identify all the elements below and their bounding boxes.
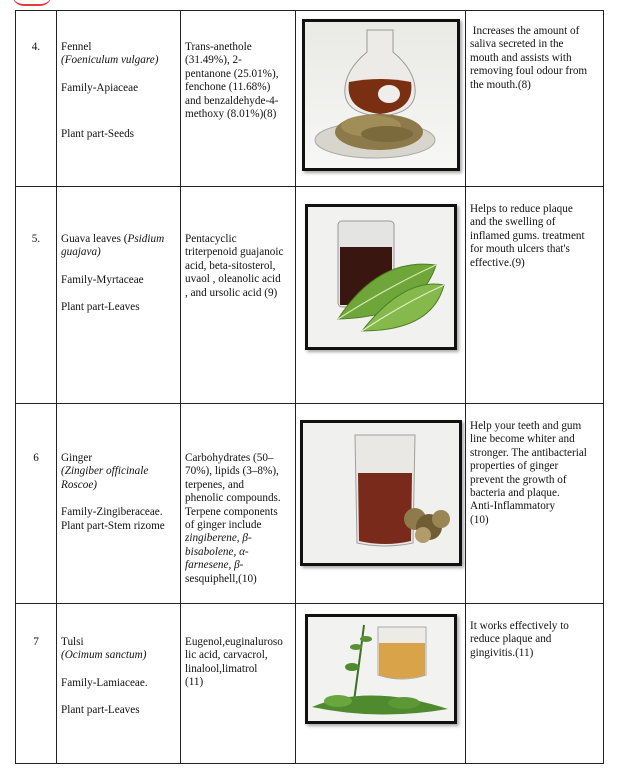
- guava-leaves-photo: [305, 204, 457, 350]
- benefit-cell: [466, 404, 604, 604]
- compounds-cell: [181, 11, 296, 187]
- plant-family: Family-Zingiberaceae.: [61, 506, 163, 519]
- compound-line: Trans-anethole: [185, 41, 252, 53]
- compound-line: bisabolene, α-: [185, 545, 249, 558]
- plant-part: Plant part-Stem rizome: [61, 519, 165, 532]
- compound-line: farnesene, β-: [185, 559, 244, 572]
- benefit-line: properties of ginger: [470, 460, 559, 473]
- ginger-rhizome-photo: [300, 420, 462, 566]
- plant-family: Family-Lamiaceae.: [61, 676, 148, 689]
- tulsi-leaves-photo: [305, 614, 457, 724]
- row-number: 6: [33, 452, 39, 464]
- compound-line: (11): [185, 676, 204, 689]
- plant-name: Ginger: [61, 452, 93, 464]
- benefit-line: effective.(9): [470, 256, 525, 269]
- benefit-line: Anti-Inflammatory: [470, 500, 556, 513]
- row-number: 4.: [31, 41, 41, 53]
- plant-name-cell: [57, 604, 181, 764]
- plant-latin-name: (Foeniculum vulgare): [61, 54, 159, 67]
- plant-family: Family-Myrtaceae: [61, 273, 144, 286]
- table-row: [16, 187, 604, 404]
- row-number-cell: [16, 404, 57, 604]
- benefit-line: bacteria and plaque.: [470, 487, 560, 500]
- plant-latin-name: (Zingiber officinale: [61, 465, 149, 478]
- benefit-line: Help your teeth and gum: [470, 420, 582, 432]
- plant-name: Fennel: [61, 41, 92, 53]
- benefit-line: Increases the amount of: [470, 25, 580, 37]
- benefit-line: It works effectively to: [470, 620, 569, 632]
- compound-line: Eugenol,euginaluroso: [185, 636, 283, 648]
- plant-part: Plant part-Leaves: [61, 301, 140, 314]
- compound-line: sesquiphell,(10): [185, 572, 257, 585]
- herbal-table: [15, 10, 604, 764]
- compound-line: phenolic compounds.: [185, 492, 281, 505]
- plant-latin-name: Psidium: [127, 233, 165, 245]
- image-cell: [296, 11, 466, 187]
- compound-line: 70%), lipids (3–8%),: [185, 465, 279, 478]
- compound-line: of ginger include: [185, 519, 262, 532]
- benefit-line: inflamed gums. treatment: [470, 229, 585, 242]
- benefit-line: Helps to reduce plaque: [470, 203, 573, 215]
- plant-part: Plant part-Seeds: [61, 128, 135, 141]
- row-number-cell: [16, 11, 57, 187]
- plant-name: Tulsi: [61, 636, 84, 648]
- plant-part: Plant part-Leaves: [61, 704, 140, 717]
- compound-line: uvaol , oleanolic acid: [185, 273, 281, 286]
- compound-line: , and ursolic acid (9): [185, 286, 278, 299]
- plant-name-cell: [57, 187, 181, 404]
- plant-name-cell: [57, 11, 181, 187]
- compounds-cell: [181, 604, 296, 764]
- compound-line: triterpenoid guajanoic: [185, 246, 284, 259]
- benefit-line: for mouth ulcers that's: [470, 243, 570, 256]
- compounds-cell: [181, 404, 296, 604]
- plant-name-cell: [57, 404, 181, 604]
- benefit-line: (10): [470, 513, 489, 526]
- compound-line: Carbohydrates (50–: [185, 452, 274, 464]
- compounds-cell: [181, 187, 296, 404]
- compound-line: methoxy (8.01%)(8): [185, 108, 277, 121]
- compound-line: and benzaldehyde-4-: [185, 94, 279, 107]
- benefit-line: mouth and assists with: [470, 51, 572, 64]
- table-row: [16, 11, 604, 187]
- benefit-line: prevent the growth of: [470, 473, 567, 486]
- table-row: [16, 604, 604, 764]
- compound-line: Pentacyclic: [185, 233, 237, 245]
- plant-family: Family-Apiaceae: [61, 81, 139, 94]
- compound-line: (31.49%), 2-: [185, 54, 242, 67]
- plant-latin-name-rest: Roscoe): [61, 478, 98, 491]
- compound-line: zingiberene, β-: [185, 532, 252, 545]
- compound-line: Terpene components: [185, 505, 278, 518]
- benefit-line: reduce plaque and: [470, 633, 552, 646]
- row-number-cell: [16, 604, 57, 764]
- plant-name: [61, 233, 176, 246]
- benefit-line: and the swelling of: [470, 216, 556, 229]
- compound-line: lic acid, carvacrol,: [185, 649, 268, 662]
- plant-name-prefix: Guava leaves (: [61, 233, 128, 245]
- red-underline-mark: [12, 0, 52, 6]
- row-number: 5.: [31, 233, 41, 245]
- compound-line: acid, beta-sitosterol,: [185, 259, 276, 272]
- fennel-seeds-photo: [302, 19, 460, 171]
- benefit-line: removing foul odour from: [470, 65, 588, 78]
- plant-latin-name: (Ocimum sanctum): [61, 649, 147, 662]
- benefit-cell: [466, 604, 604, 764]
- row-number: 7: [33, 636, 39, 648]
- image-cell: [296, 404, 466, 604]
- compound-line: pentanone (25.01%),: [185, 67, 279, 80]
- benefit-line: line become whiter and: [470, 433, 575, 446]
- image-cell: [296, 604, 466, 764]
- row-number-cell: [16, 187, 57, 404]
- benefit-line: gingivitis.(11): [470, 646, 534, 659]
- plant-latin-name-rest: guajava): [61, 246, 101, 259]
- compound-line: terpenes, and: [185, 478, 245, 491]
- table-row: [16, 404, 604, 604]
- benefit-line: the mouth.(8): [470, 78, 531, 91]
- compound-line: linalool,limatrol: [185, 662, 258, 675]
- benefit-cell: [466, 187, 604, 404]
- image-cell: [296, 187, 466, 404]
- benefit-line: saliva secreted in the: [470, 38, 564, 51]
- benefit-line: stronger. The antibacterial: [470, 446, 587, 459]
- benefit-cell: [466, 11, 604, 187]
- compound-line: fenchone (11.68%): [185, 81, 271, 94]
